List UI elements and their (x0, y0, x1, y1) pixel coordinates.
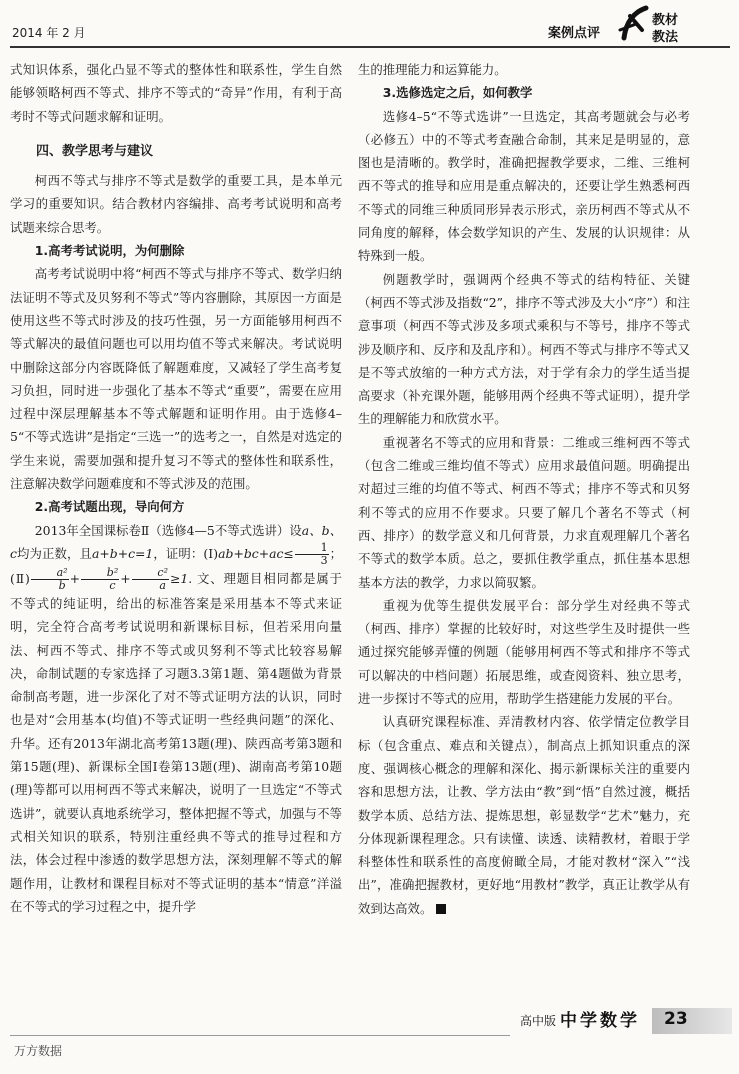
math-ineq1: ab+bc+ac≤ (218, 545, 294, 561)
section-title: 案例点评 (548, 26, 601, 41)
right-column (358, 58, 690, 920)
footer-rule (10, 1035, 510, 1036)
paragraph-2: 2013年全国课标卷Ⅱ（选修4—5不等式选讲）设a、b、c均为正数，且a+b+c=1，证明：(Ⅰ)ab+bc+ac≤ $\frac{1}{3}$ ；(Ⅱ) $\frac{\text{a²}}{b}$ + $\frac{\text{b²}}{c}$ + $\frac{\text{c²}}{a}$ ≥1. 文、理题目相同都是属于不等式的纯证明，给出的标准答案是采用基本不等式来证明，完全符合高考考试说明和新课标目标，但若采用向量法、柯西不等式、排序不等式或贝努利不等式比较容易解决，命制试题的专家选择了习题3.3第1题、第4题做为背景命制高考题，进一步深化了对不等式证明方法的认识，同时也是对“会用基本(均值)不等式证明一些经典问题”的深化、升华。还有2013年湖北高考第13题(理)、陕西高考第3题和第15题(理)、新课标全国Ⅰ卷第13题(理)、湖南高考第10题(理)等都可以用柯西不等式来解决，说明了一旦选定“不等式选讲”，就要认真地系统学习，整体把握不等式，加强与不等式相关知识的联系，特别注重经典不等式的推导过程和方法，体会过程中渗透的数学思想方法，深刻理解不等式的解题作用，让教材和课程目标对不等式证明的基本“情意”洋溢在不等式的学习过程之中，提升学 (10, 522, 342, 914)
magazine-title: 中学数学 (560, 1011, 640, 1031)
logo-line-2: 教法 (652, 30, 679, 45)
p2-text-c: ，证明：(Ⅰ) (153, 545, 219, 561)
p2-text-b: 均为正数，且 (16, 545, 92, 561)
left-column (10, 58, 342, 918)
source-watermark: 万方数据 (14, 1044, 63, 1058)
paragraph-famous-inequalities: 重视著名不等式的应用和背景：二维或三维柯西不等式（包含二维或三维均值不等式）应用求最值问题。明确提出对超过三维的均值不等式、柯西不等式；排序不等式和贝努利不等式的应用不作要求。只要了解几个著名不等式（柯西、排序）的数学意义和几何背景，力求直观理解几个著名不等式的数学本质。总之，要抓住教学重点，抓住基本思想基本方法的教学，力求以简驭繁。 (358, 434, 690, 590)
paragraph-examples: 例题教学时，强调两个经典不等式的结构特征、关键（柯西不等式涉及指数“2”，排序不等式涉及大小“序”）和注意事项（柯西不等式涉及多项式乘积与不等号，排序不等式涉及顺序和、反序和及乱序和）。柯西不等式与排序不等式又是不等式放缩的一种方式方法，对于学有余力的学生适当提高要求（补充课外题，能够用两个经典不等式证明），提升学生的理解能力和欣赏水平。 (358, 271, 690, 427)
paragraph-3: 选修4–5“不等式选讲”一旦选定，其高考题就会与必考（必修五）中的不等式考查融合命制，其来足是明显的，意图也是清晰的。教学时，准确把握教学要求，二维、三维柯西不等式的推导和应用是重点解决的，还要让学生熟悉柯西不等式的同维三种质同形异表示形式，亲历柯西不等式从不同角度的解释，体会数学知识的产生、发展的认识规律：从特殊到一般。 (358, 108, 690, 264)
edition-label: 高中版 (520, 1014, 557, 1028)
paragraph-intro: 式知识体系，强化凸显不等式的整体性和联系性，学生自然能够领略柯西不等式、排序不等式的“奇异”作用，有利于高考时不等式问题求解和证明。 (10, 62, 342, 124)
page-footer (0, 1010, 739, 1074)
column-logo-text (652, 12, 678, 46)
paragraph-continued: 生的推理能力和运算能力。 (358, 62, 507, 77)
paragraph-top-students: 重视为优等生提供发展平台：部分学生对经典不等式（柯西、排序）掌握的比较好时，对这些学生及时提供一些通过探究能够弄懂的例题（能够用柯西不等式和排序不等式可以解决的中档问题）拓展思维，或查阅资料、独立思考，进一步探讨不等式的应用，帮助学生搭建能力发展的平台。 (358, 597, 690, 707)
subheading-2: 2.高考试题出现，导向何方 (34, 499, 185, 515)
subheading-1: 1.高考考试说明，为何删除 (34, 243, 185, 259)
subheading-3: 3.选修选定之后，如何教学 (382, 85, 533, 101)
conclusion-text: 认真研究课程标准、弄清教材内容、依学情定位教学目标（包含重点、难点和关键点），制高点上抓知识重点的深度、强调核心概念的理解和深化、揭示新课标关注的重要内容和思想方法，让教、学方法由“教”到“悟”自然过渡，概括数学本质、总结方法、提炼思想，彰显数学“艺术”魅力，充分体现新课程理念。只有读懂、读透、读精教材，着眼于学科整体性和联系性的高度俯瞰全局，才能对教材“深入”“浅出”，准确把握教材，更好地“用教材”教学，真正让教学从有效到达高效。 (358, 714, 690, 916)
header-rule (10, 46, 730, 48)
math-condition: a+b+c=1 (92, 545, 154, 561)
fraction-one-third: $\frac{1}{3}$ (295, 542, 329, 567)
fraction-b2-c: $\frac{\text{b²}}{c}$ (81, 567, 119, 592)
logo-line-1: 教材 (652, 13, 679, 28)
math-vars: a、b、c (10, 522, 342, 561)
paragraph-1: 高考考试说明中将“柯西不等式与排序不等式、数学归纳法证明不等式及贝努利不等式”等内容删除，其原因一方面是使用这些不等式时涉及的技巧性强，另一方面能够用柯西不等式解决的最值问题也可以用均值不等式来解决。考试说明中删除这部分内容既降低了解题难度，又减轻了学生高考复习负担，同时进一步强化了基本不等式“重要”，需要在应用过程中深层理解基本不等式解题和证明作用。由于选修4–5“不等式选讲”是指定“三选一”的选考之一，自然是对选定的学生来说，需要加强和提升复习不等式的整体性和联系性，注意解决数学问题难度和不等式涉及的范围。 (10, 266, 342, 492)
p2-text-a: 2013年全国课标卷Ⅱ（选修4—5不等式选讲）设 (34, 522, 302, 538)
p2-text-d: ；(Ⅱ) (10, 545, 342, 586)
fraction-c2-a: $\frac{\text{c²}}{a}$ (132, 567, 169, 592)
end-mark-icon (436, 904, 446, 914)
math-ineq2-tail: ≥1. (170, 570, 193, 586)
p2-text-e: 文、理题目相同都是属于不等式的纯证明，给出的标准答案是采用基本不等式来证明，完全符合高考考试说明和新课标目标，但若采用向量法、柯西不等式、排序不等式或贝努利不等式比较容易解决，命制试题的专家选择了习题3.3第1题、第4题做为背景命制高考题，进一步深化了对不等式证明方法的认识，同时也是对“会用基本(均值)不等式证明一些经典问题”的深化、升华。还有2013年湖北高考第13题(理)、陕西高考第3题和第15题(理)、新课标全国Ⅰ卷第13题(理)、湖南高考第10题(理)等都可以用柯西不等式来解决，说明了一旦选定“不等式选讲”，就要认真地系统学习，整体把握不等式，加强与不等式相关知识的联系，特别注重经典不等式的推导过程和方法，体会过程中渗透的数学思想方法，深刻理解不等式的解题作用，让教材和课程目标对不等式证明的基本“情意”洋溢在不等式的学习过程之中，提升学 (10, 570, 342, 914)
paragraph-four: 柯西不等式与排序不等式是数学的重要工具，是本单元学习的重要知识。结合教材内容编排、高考考试说明和高考试题来综合思考。 (10, 173, 342, 235)
page-number: 23 (664, 1009, 688, 1029)
issue-date: 2014 年 2 月 (12, 26, 86, 40)
paragraph-conclusion (358, 710, 690, 920)
page-header (0, 0, 739, 50)
fraction-a2-b: $\frac{\text{a²}}{b}$ (31, 567, 69, 592)
section-heading-four: 四、教学思考与建议 (36, 143, 154, 159)
